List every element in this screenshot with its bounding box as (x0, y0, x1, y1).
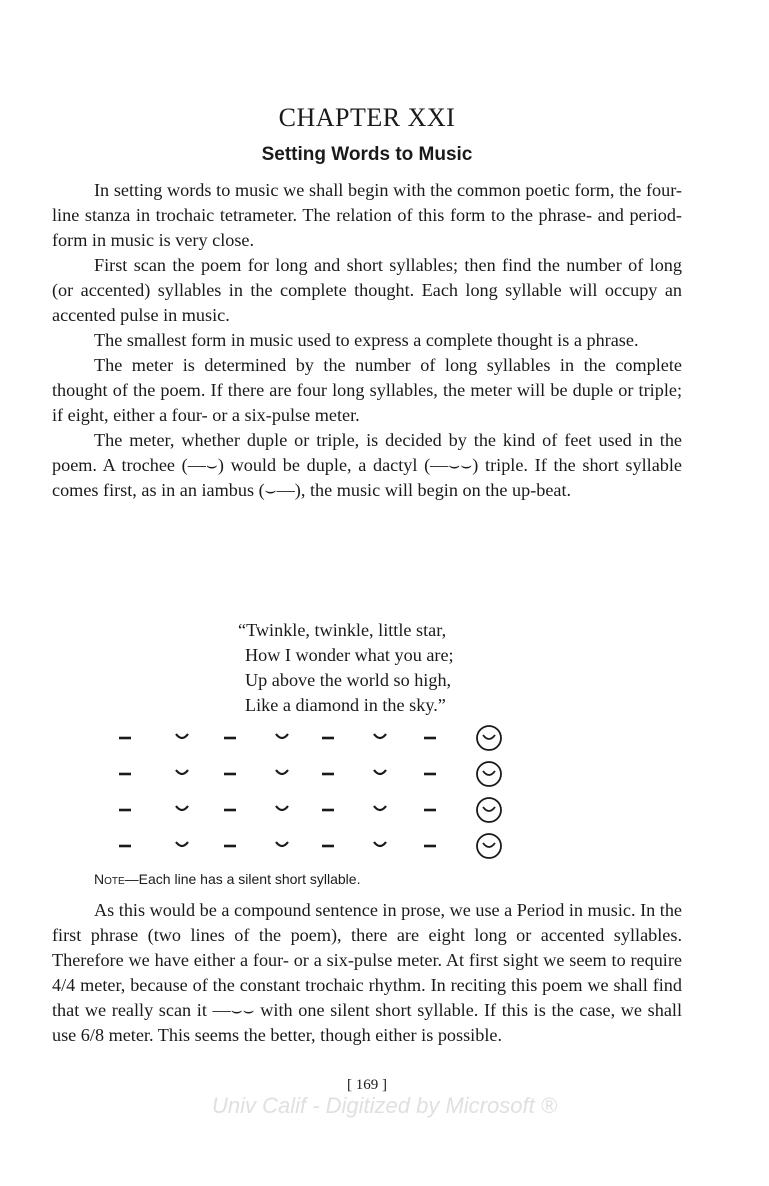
silent-short-syllable-mark (477, 798, 501, 822)
scansion-diagram (52, 716, 682, 866)
short-syllable-mark (374, 734, 386, 738)
paragraph: The meter is determined by the number of long syllables in the complete thought of the poem. If there are four long syllables, the meter will be duple or triple; if eight, either a four- or a six-pulse meter. (52, 355, 682, 425)
paragraph: First scan the poem for long and short syllables; then find the number of long (or accented) syllables in the complete thought. Each long syllable will occupy an accented pulse in music. (52, 255, 682, 325)
silent-breve (483, 843, 495, 847)
silent-short-syllable-mark (477, 726, 501, 750)
page-number: [ 169 ] (347, 1077, 387, 1093)
silent-breve (483, 807, 495, 811)
short-syllable-mark (176, 842, 188, 846)
short-syllable-mark (176, 806, 188, 810)
poem-line: Like a diamond in the sky.” (245, 695, 446, 715)
silent-circle (477, 726, 501, 750)
poem-line: How I wonder what you are; (245, 645, 454, 665)
short-syllable-mark (276, 806, 288, 810)
poem-quote (238, 618, 454, 718)
body-text-bottom (52, 898, 682, 1048)
silent-breve (483, 771, 495, 775)
note-label: Note (94, 871, 125, 887)
paragraph: As this would be a compound sentence in prose, we use a Period in music. In the first phrase (two lines of the poem), there are eight long or accented syllables. Therefore we have either a four- or a six-pulse meter. At first sight we seem to require 4/4 meter, because of the constant trochaic rhythm. In reciting this poem we shall find that we really scan it —⌣⌣ with one silent short syllable. If this is the case, we shall use 6/8 meter. This seems the better, though either is possible. (52, 900, 682, 1045)
silent-breve (483, 735, 495, 739)
silent-circle (477, 762, 501, 786)
chapter-subtitle: Setting Words to Music (261, 144, 473, 165)
paragraph: The smallest form in music used to express a complete thought is a phrase. (94, 330, 639, 350)
chapter-heading: CHAPTER XXI (278, 103, 456, 132)
poem-line: “Twinkle, twinkle, little star, (238, 620, 447, 640)
poem-line: Up above the world so high, (245, 670, 452, 690)
footnote (94, 871, 360, 887)
short-syllable-mark (176, 734, 188, 738)
silent-short-syllable-mark (477, 762, 501, 786)
note-text: —Each line has a silent short syllable. (124, 871, 361, 887)
short-syllable-mark (276, 842, 288, 846)
short-syllable-mark (374, 806, 386, 810)
paragraph: The meter, whether duple or triple, is decided by the kind of feet used in the poem. A trochee (—⌣) would be duple, a dactyl (—⌣⌣) triple. If the short syllable comes first, as in an iambus (⌣—), the music will begin on the up-beat. (52, 430, 682, 500)
short-syllable-mark (176, 770, 188, 774)
silent-circle (477, 834, 501, 858)
paragraph: In setting words to music we shall begin with the common poetic form, the four-line stanza in trochaic tetrameter. The relation of this form to the phrase- and period-form in music is very close. (52, 180, 682, 250)
short-syllable-mark (374, 842, 386, 846)
watermark: Univ Calif - Digitized by Microsoft ® (211, 1093, 558, 1118)
short-syllable-mark (276, 770, 288, 774)
short-syllable-mark (276, 734, 288, 738)
silent-circle (477, 798, 501, 822)
short-syllable-mark (374, 770, 386, 774)
silent-short-syllable-mark (477, 834, 501, 858)
body-text-top (52, 178, 682, 503)
